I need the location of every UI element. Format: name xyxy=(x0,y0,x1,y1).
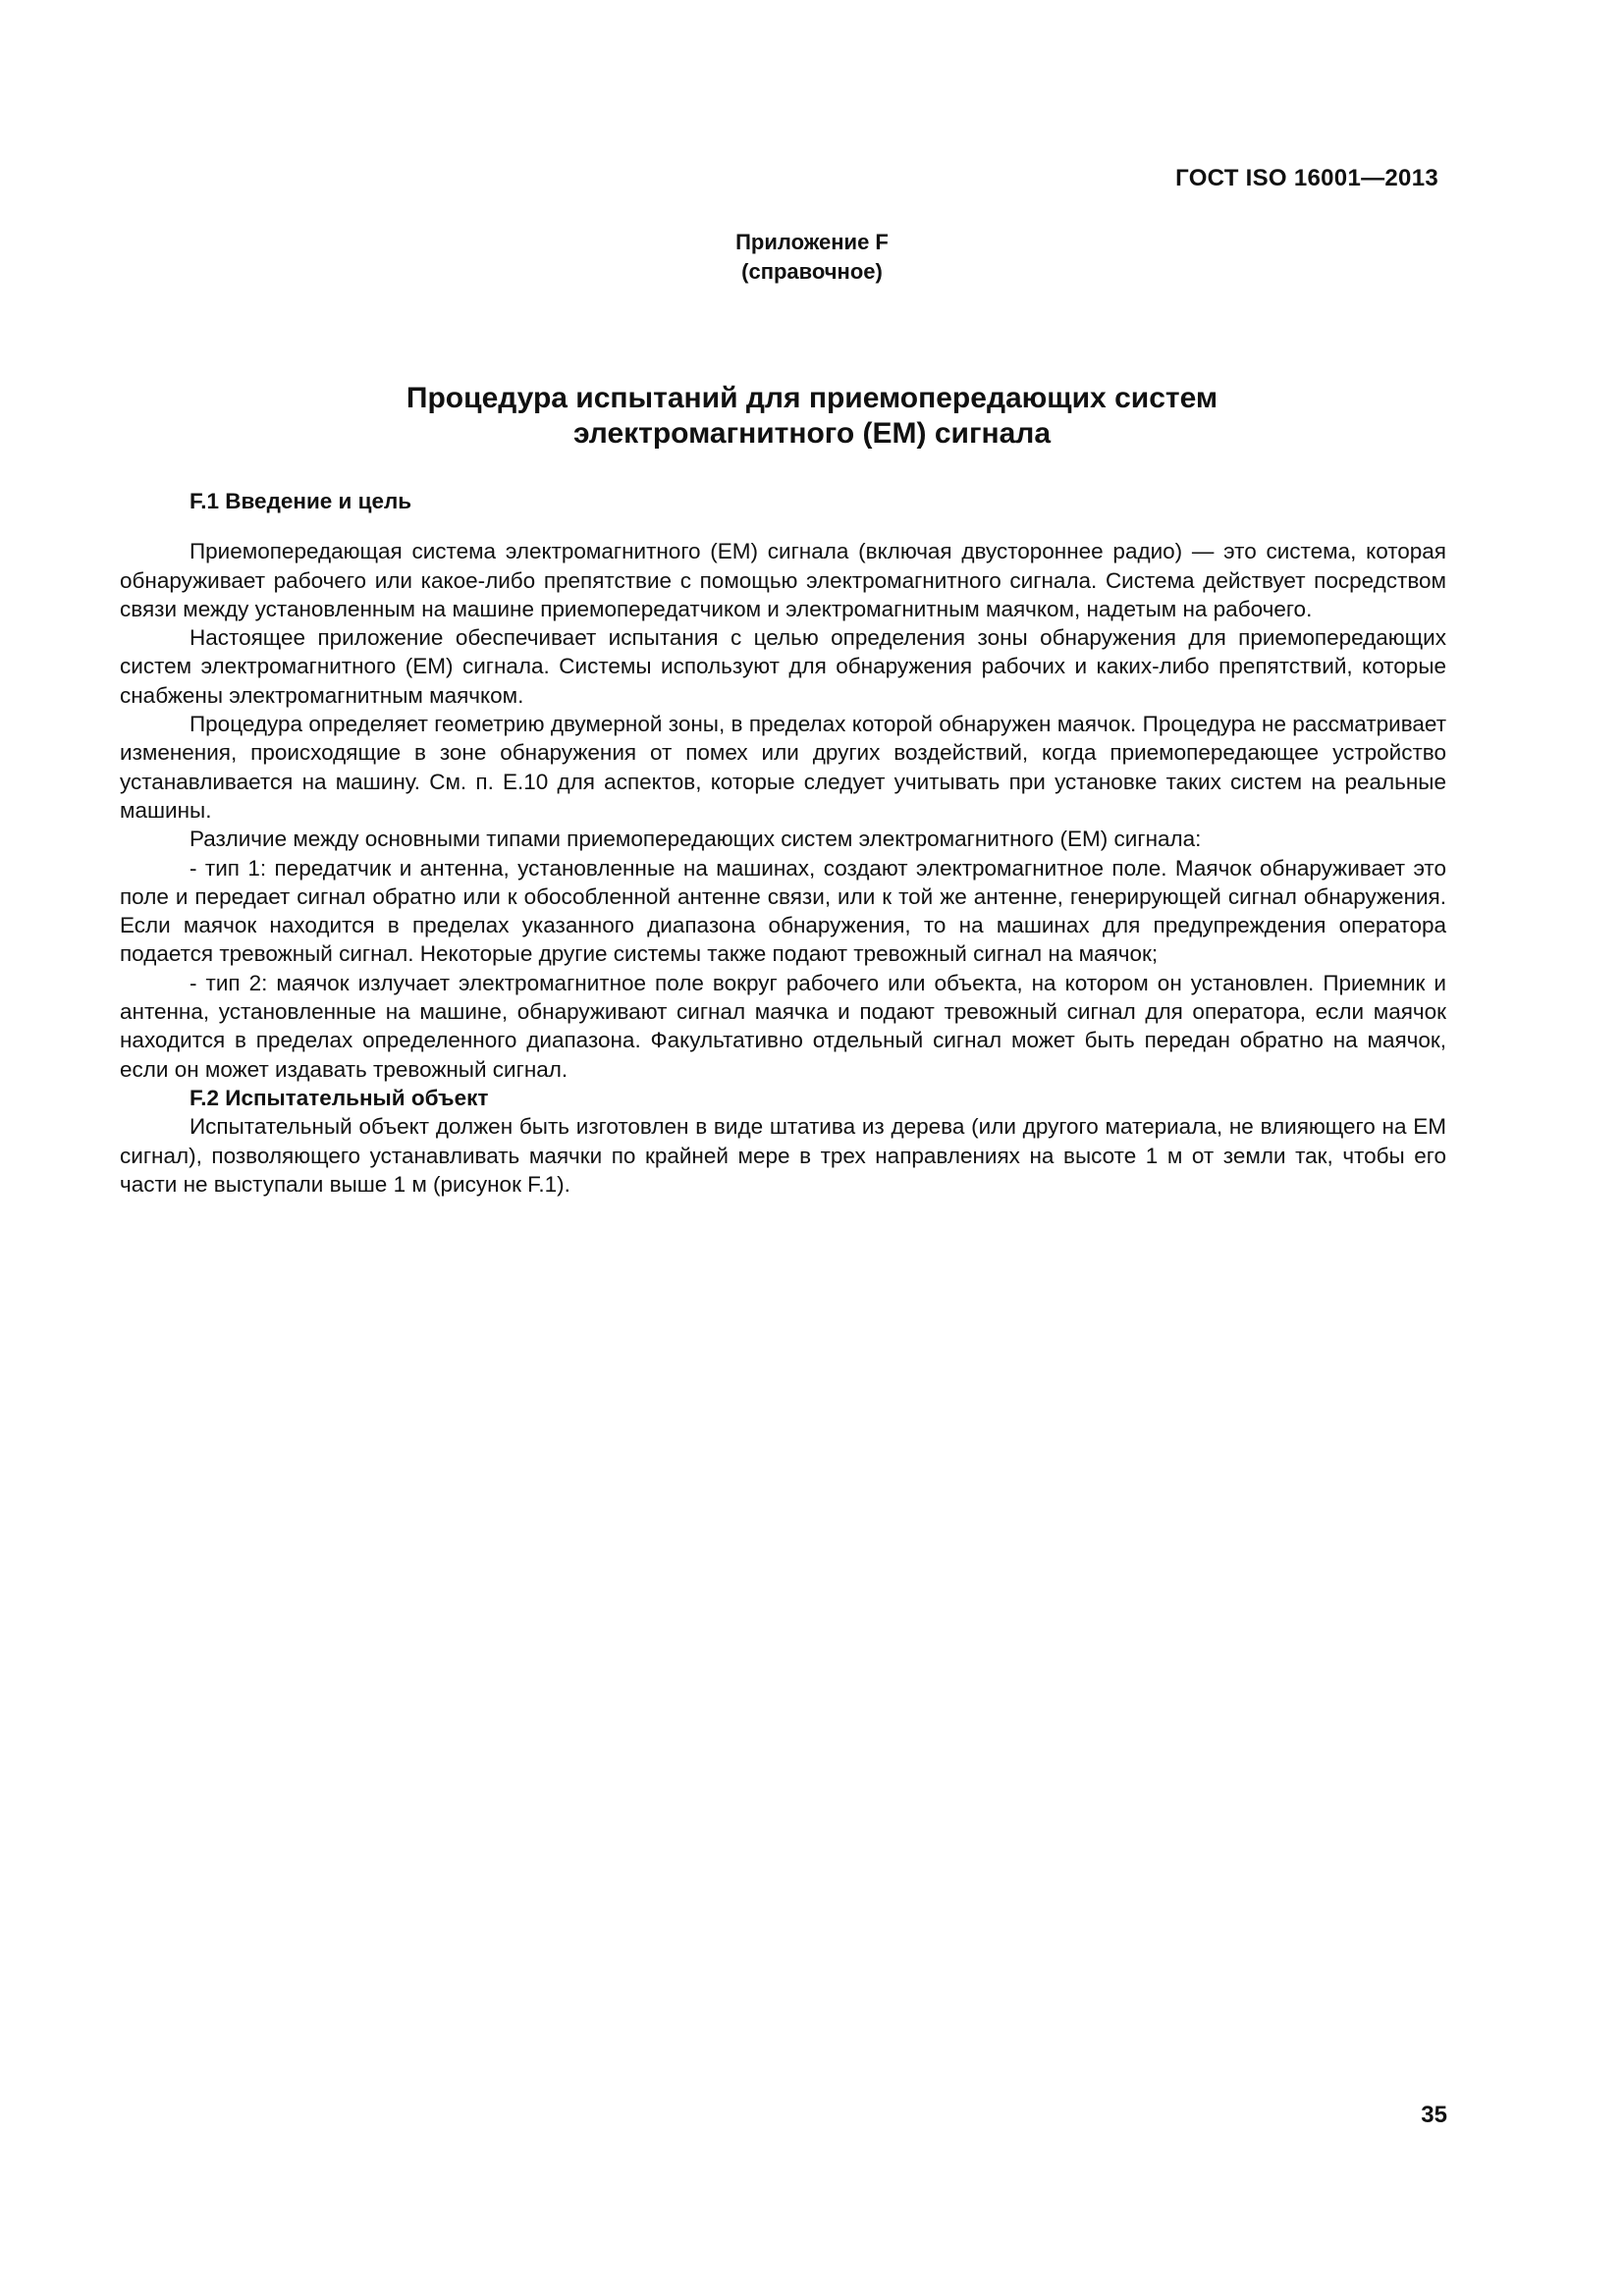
appendix-title: Приложение F xyxy=(735,230,889,254)
section-heading-f1: F.1 Введение и цель xyxy=(189,489,412,513)
body-content xyxy=(120,487,1446,1199)
page-title-line1: Процедура испытаний для приемопередающих систем xyxy=(406,382,1218,414)
document-code: ГОСТ ISO 16001—2013 xyxy=(1175,165,1438,191)
list-item-type1: - тип 1: передатчик и антенна, установленные на машинах, создают электромагнитное поле. Маячок обнаруживает это поле и передает сигнал обратно или к обособленной антенне связи, или к той же антенне, генерирующей сигнал обнаружения. Если маячок находится в пределах указанного диапазона обнаружения, то на машинах для предупреждения оператора подается тревожный сигнал. Некоторые другие системы также подают тревожный сигнал на маячок; xyxy=(120,855,1446,967)
appendix-type: (справочное) xyxy=(741,259,883,284)
appendix-label xyxy=(0,228,1624,287)
page-title-line2: электромагнитного (ЕМ) сигнала xyxy=(572,417,1052,450)
list-item-type2: - тип 2: маячок излучает электромагнитное поле вокруг рабочего или объекта, на котором он установлен. Приемник и антенна, установленные на машине, обнаруживают сигнал маячка и подают тревожный сигнал для оператора, если маячок находится в пределах определенного диапазона. Факультативно отдельный сигнал может быть передан обратно на маячок, если он может издавать тревожный сигнал. xyxy=(120,970,1446,1082)
paragraph: Процедура определяет геометрию двумерной зоны, в пределах которой обнаружен маячок. Процедура не рассматривает изменения, происходящие в зоне обнаружения от помех или других воздействий, когда приемопередающее устройство устанавливается на машину. См. п. Е.10 для аспектов, которые следует учитывать при установке таких систем на реальные машины. xyxy=(120,712,1446,823)
paragraph: Различие между основными типами приемопередающих систем электромагнитного (ЕМ) сигнала: xyxy=(189,827,1202,852)
page-number: 35 xyxy=(1421,2102,1447,2128)
paragraph: Настоящее приложение обеспечивает испытания с целью определения зоны обнаружения для приемопередающих систем электромагнитного (ЕМ) сигнала. Системы используют для обнаружения рабочих и каких-либо препятствий, которые снабжены электромагнитным маячком. xyxy=(120,625,1446,708)
section-heading-f2: F.2 Испытательный объект xyxy=(189,1085,489,1110)
paragraph: Приемопередающая система электромагнитного (ЕМ) сигнала (включая двустороннее радио) — это система, которая обнаруживает рабочего или какое-либо препятствие с помощью электромагнитного сигнала. Система действует посредством связи между установленным на машине приемопередатчиком и электромагнитным маячком, надетым на рабочего. xyxy=(120,539,1446,621)
paragraph: Испытательный объект должен быть изготовлен в виде штатива из дерева (или другого материала, не влияющего на ЕМ сигнал), позволяющего устанавливать маячки по крайней мере в трех направлениях на высоте 1 м от земли так, чтобы его части не выступали выше 1 м (рисунок F.1). xyxy=(120,1114,1446,1197)
page-title xyxy=(0,381,1624,452)
